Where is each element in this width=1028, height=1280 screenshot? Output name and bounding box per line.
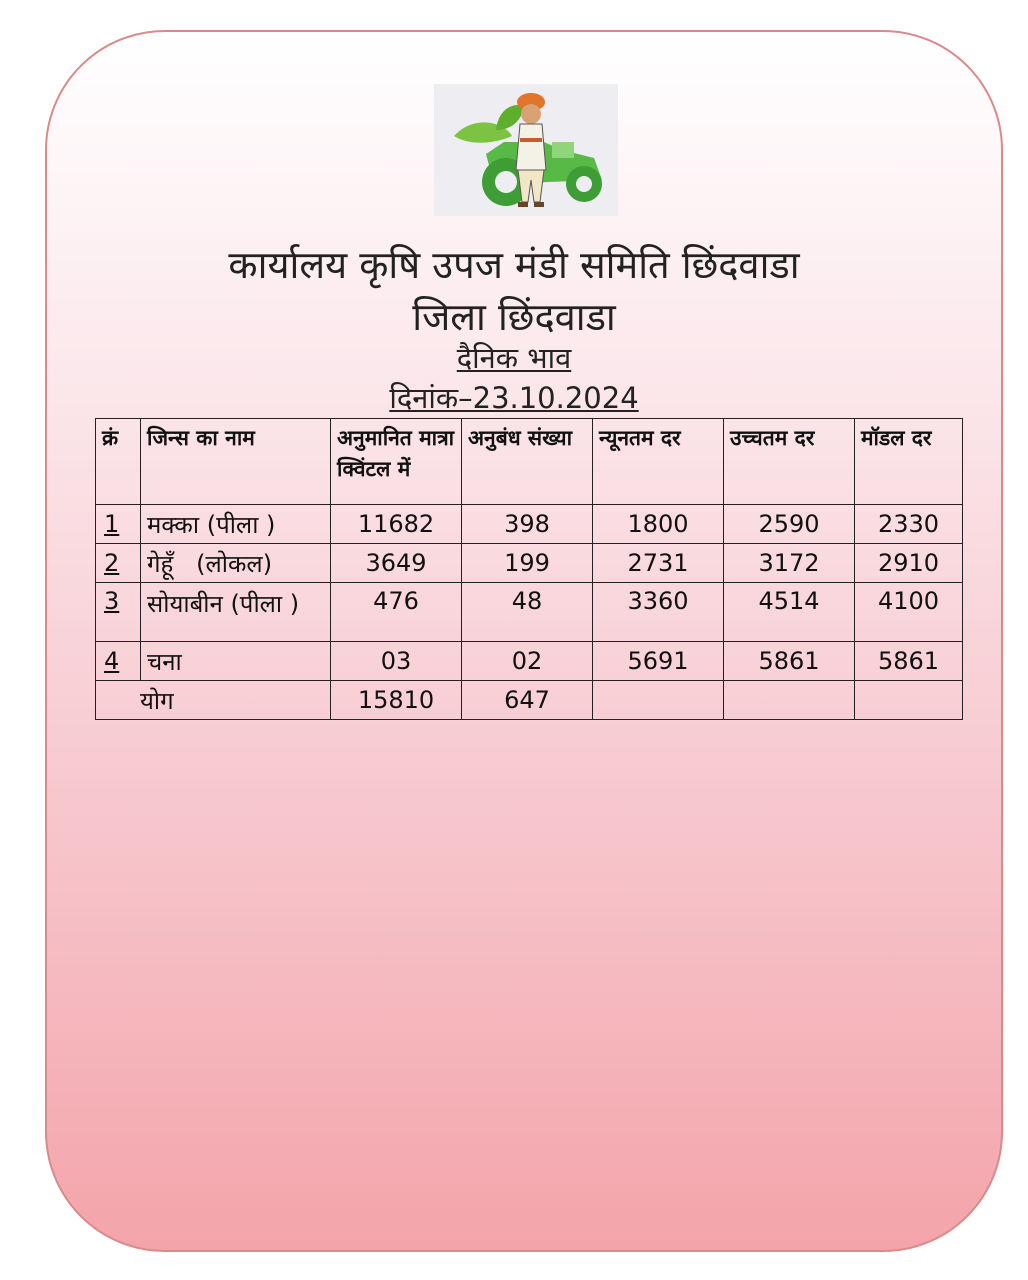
total-label: योग <box>96 681 331 720</box>
row-contracts: 02 <box>462 642 593 681</box>
row-modal-rate: 5861 <box>855 642 963 681</box>
header-quantity: अनुमानित मात्रा क्विंटल में <box>331 419 462 505</box>
table-row <box>96 544 963 583</box>
row-modal-rate: 2910 <box>855 544 963 583</box>
row-quantity: 476 <box>331 583 462 642</box>
table-row <box>96 583 963 642</box>
row-quantity: 3649 <box>331 544 462 583</box>
logo <box>434 84 618 216</box>
row-commodity: गेहूँ (लोकल) <box>141 544 331 583</box>
total-row <box>96 681 963 720</box>
row-modal-rate: 4100 <box>855 583 963 642</box>
subtitle: दैनिक भाव <box>456 341 572 375</box>
row-quantity: 11682 <box>331 505 462 544</box>
office-title: कार्यालय कृषि उपज मंडी समिति छिंदवाडा <box>228 243 800 287</box>
row-contracts: 199 <box>462 544 593 583</box>
table-header-row <box>96 419 963 505</box>
header-contracts: अनुबंध संख्या <box>462 419 593 505</box>
table-row <box>96 642 963 681</box>
total-empty-cell <box>855 681 963 720</box>
row-max-rate: 2590 <box>724 505 855 544</box>
date-line: दिनांक–23.10.2024 <box>389 381 639 415</box>
total-empty-cell <box>593 681 724 720</box>
table-row <box>96 505 963 544</box>
row-serial: 1 <box>96 505 141 544</box>
row-contracts: 398 <box>462 505 593 544</box>
row-commodity: मक्का (पीला ) <box>141 505 331 544</box>
row-min-rate: 5691 <box>593 642 724 681</box>
total-empty-cell <box>724 681 855 720</box>
row-commodity: चना <box>141 642 331 681</box>
total-quantity: 15810 <box>331 681 462 720</box>
header-serial: क्रं <box>96 419 141 505</box>
row-serial: 4 <box>96 642 141 681</box>
row-quantity: 03 <box>331 642 462 681</box>
header-min-rate: न्यूनतम दर <box>593 419 724 505</box>
header-commodity: जिन्स का नाम <box>141 419 331 505</box>
row-serial: 2 <box>96 544 141 583</box>
header-max-rate: उच्चतम दर <box>724 419 855 505</box>
row-min-rate: 1800 <box>593 505 724 544</box>
row-min-rate: 3360 <box>593 583 724 642</box>
district-title: जिला छिंदवाडा <box>412 295 616 339</box>
row-max-rate: 4514 <box>724 583 855 642</box>
row-serial: 3 <box>96 583 141 642</box>
row-contracts: 48 <box>462 583 593 642</box>
row-max-rate: 5861 <box>724 642 855 681</box>
row-commodity: सोयाबीन (पीला ) <box>141 583 331 642</box>
price-table <box>95 418 963 720</box>
row-modal-rate: 2330 <box>855 505 963 544</box>
row-min-rate: 2731 <box>593 544 724 583</box>
header-modal-rate: मॉडल दर <box>855 419 963 505</box>
farmer-tractor-logo-icon <box>434 84 618 216</box>
row-max-rate: 3172 <box>724 544 855 583</box>
total-contracts: 647 <box>462 681 593 720</box>
